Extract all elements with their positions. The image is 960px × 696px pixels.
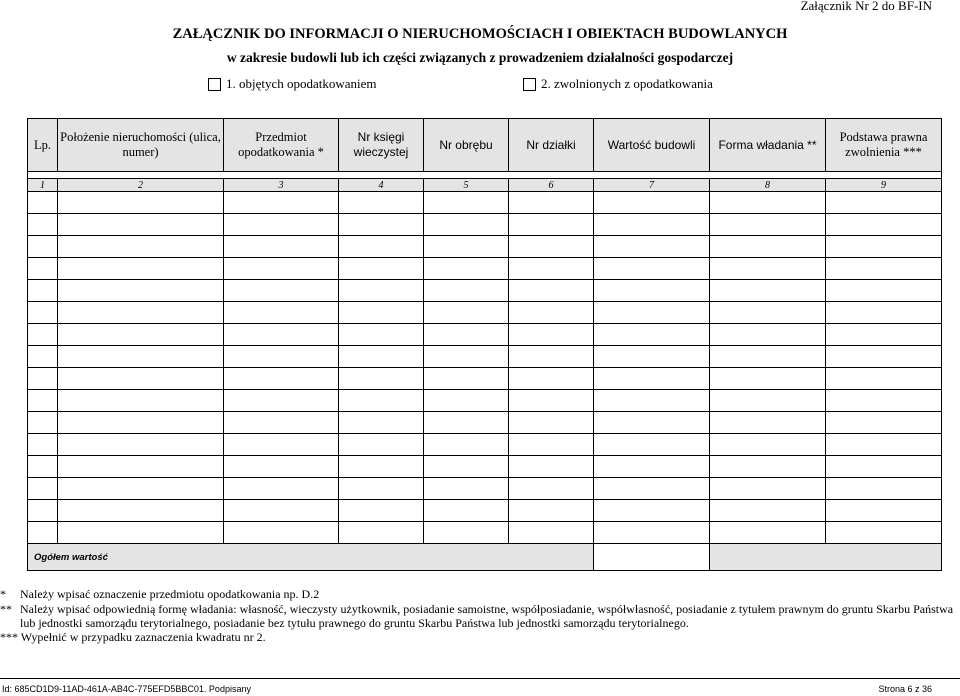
table-cell[interactable] <box>710 192 826 214</box>
table-cell[interactable] <box>28 280 58 302</box>
table-cell[interactable] <box>339 500 424 522</box>
table-cell[interactable] <box>826 478 942 500</box>
table-cell[interactable] <box>28 368 58 390</box>
footnote-1 <box>0 587 319 602</box>
page-number: Strona 6 z 36 <box>878 684 932 694</box>
table-cell[interactable] <box>509 346 594 368</box>
option-taxed[interactable] <box>208 76 377 92</box>
table-cell[interactable] <box>58 280 224 302</box>
table-row <box>28 280 942 302</box>
table-cell[interactable] <box>58 478 224 500</box>
table-cell[interactable] <box>509 192 594 214</box>
header-value: Wartość budowli <box>594 119 710 172</box>
table-cell[interactable] <box>224 412 339 434</box>
table-row <box>28 456 942 478</box>
total-row <box>28 544 942 571</box>
header-legal-basis: Podstawa prawna zwolnienia *** <box>826 119 942 172</box>
table-cell[interactable] <box>710 522 826 544</box>
table-cell[interactable] <box>224 434 339 456</box>
table-cell[interactable] <box>710 456 826 478</box>
table-cell[interactable] <box>339 302 424 324</box>
table-cell[interactable] <box>339 456 424 478</box>
table-cell[interactable] <box>58 236 224 258</box>
table-cell[interactable] <box>424 214 509 236</box>
table-cell[interactable] <box>28 434 58 456</box>
table-cell[interactable] <box>224 522 339 544</box>
table-cell[interactable] <box>224 500 339 522</box>
table-cell[interactable] <box>826 434 942 456</box>
table-cell[interactable] <box>509 236 594 258</box>
table-cell[interactable] <box>224 390 339 412</box>
table-cell[interactable] <box>424 500 509 522</box>
table-cell[interactable] <box>594 258 710 280</box>
table-cell[interactable] <box>424 280 509 302</box>
total-value-cell[interactable] <box>594 544 710 571</box>
table-cell[interactable] <box>594 500 710 522</box>
table-cell[interactable] <box>424 192 509 214</box>
table-cell[interactable] <box>339 478 424 500</box>
table-cell[interactable] <box>28 412 58 434</box>
table-cell[interactable] <box>826 258 942 280</box>
table-cell[interactable] <box>509 522 594 544</box>
table-cell[interactable] <box>826 302 942 324</box>
header-plot: Nr działki <box>509 119 594 172</box>
table-cell[interactable] <box>826 346 942 368</box>
table-cell[interactable] <box>58 434 224 456</box>
table-cell[interactable] <box>710 324 826 346</box>
table-cell[interactable] <box>58 522 224 544</box>
table-cell[interactable] <box>509 324 594 346</box>
column-number: 7 <box>594 179 710 192</box>
table-cell[interactable] <box>58 192 224 214</box>
total-label: Ogółem wartość <box>28 544 594 571</box>
header-ownership: Forma władania ** <box>710 119 826 172</box>
table-row <box>28 368 942 390</box>
table-cell[interactable] <box>424 368 509 390</box>
table-cell[interactable] <box>224 258 339 280</box>
table-cell[interactable] <box>509 214 594 236</box>
footnote-text: Należy wpisać oznaczenie przedmiotu opodatkowania np. D.2 <box>20 587 320 601</box>
table-cell[interactable] <box>224 192 339 214</box>
table-cell[interactable] <box>594 390 710 412</box>
table-cell[interactable] <box>28 456 58 478</box>
table-cell[interactable] <box>826 280 942 302</box>
footnote-text: Należy wpisać odpowiednią formę władania: własność, wieczysty użytkownik, posiadanie samoistne, współposiadanie, współwłasność, posiadanie z tytułem prawnym do gruntu Skarbu Państwa <box>20 602 954 616</box>
table-cell[interactable] <box>826 368 942 390</box>
table-row <box>28 258 942 280</box>
table-cell[interactable] <box>224 478 339 500</box>
table-cell[interactable] <box>339 522 424 544</box>
table-cell[interactable] <box>339 368 424 390</box>
table-cell[interactable] <box>710 214 826 236</box>
table-cell[interactable] <box>424 236 509 258</box>
table-cell[interactable] <box>424 522 509 544</box>
table-cell[interactable] <box>28 500 58 522</box>
table-cell[interactable] <box>509 434 594 456</box>
checkbox-exempt[interactable] <box>523 78 536 91</box>
table-cell[interactable] <box>710 302 826 324</box>
table-row <box>28 192 942 214</box>
column-number: 8 <box>710 179 826 192</box>
table-cell[interactable] <box>594 236 710 258</box>
table-cell[interactable] <box>339 390 424 412</box>
table-cell[interactable] <box>509 280 594 302</box>
table-cell[interactable] <box>594 368 710 390</box>
property-table <box>27 118 942 571</box>
table-row <box>28 522 942 544</box>
table-cell[interactable] <box>594 192 710 214</box>
table-cell[interactable] <box>594 412 710 434</box>
table-cell[interactable] <box>339 434 424 456</box>
table-cell[interactable] <box>58 500 224 522</box>
table-cell[interactable] <box>224 368 339 390</box>
footnote-text: Wypełnić w przypadku zaznaczenia kwadratu nr 2. <box>20 630 266 644</box>
table-cell[interactable] <box>594 346 710 368</box>
table-cell[interactable] <box>710 236 826 258</box>
table-row <box>28 324 942 346</box>
column-number: 4 <box>339 179 424 192</box>
option-exempt[interactable] <box>523 76 713 92</box>
column-number: 9 <box>826 179 942 192</box>
table-cell[interactable] <box>224 214 339 236</box>
table-cell[interactable] <box>28 192 58 214</box>
table-cell[interactable] <box>594 280 710 302</box>
table-cell[interactable] <box>224 324 339 346</box>
table-cell[interactable] <box>826 412 942 434</box>
table-cell[interactable] <box>594 522 710 544</box>
table-cell[interactable] <box>594 214 710 236</box>
table-cell[interactable] <box>424 390 509 412</box>
table-cell[interactable] <box>826 324 942 346</box>
table-row <box>28 390 942 412</box>
table-row <box>28 500 942 522</box>
footnote-mark: * <box>0 587 6 601</box>
table-cell[interactable] <box>424 324 509 346</box>
table-cell[interactable] <box>424 302 509 324</box>
table-cell[interactable] <box>594 478 710 500</box>
table-row <box>28 214 942 236</box>
table-cell[interactable] <box>28 478 58 500</box>
table-cell[interactable] <box>710 500 826 522</box>
table-cell[interactable] <box>424 412 509 434</box>
table-cell[interactable] <box>826 192 942 214</box>
table-cell[interactable] <box>509 368 594 390</box>
column-number: 3 <box>224 179 339 192</box>
footnote-2-continued <box>20 616 689 631</box>
table-cell[interactable] <box>710 390 826 412</box>
table-cell[interactable] <box>339 346 424 368</box>
table-cell[interactable] <box>710 434 826 456</box>
table-cell[interactable] <box>58 368 224 390</box>
table-cell[interactable] <box>826 456 942 478</box>
table-cell[interactable] <box>509 302 594 324</box>
table-cell[interactable] <box>58 302 224 324</box>
total-filler <box>710 544 942 571</box>
footnote-mark: *** <box>0 630 18 644</box>
table-row <box>28 236 942 258</box>
option-exempt-label: 2. zwolnionych z opodatkowania <box>541 76 713 91</box>
table-cell[interactable] <box>339 214 424 236</box>
table-cell[interactable] <box>826 214 942 236</box>
table-cell[interactable] <box>710 280 826 302</box>
table-cell[interactable] <box>224 302 339 324</box>
table-cell[interactable] <box>58 258 224 280</box>
table-cell[interactable] <box>710 412 826 434</box>
table-row <box>28 478 942 500</box>
table-cell[interactable] <box>339 412 424 434</box>
table-cell[interactable] <box>509 478 594 500</box>
table-cell[interactable] <box>424 456 509 478</box>
table-cell[interactable] <box>509 500 594 522</box>
table-cell[interactable] <box>826 522 942 544</box>
table-cell[interactable] <box>594 324 710 346</box>
header-location: Położenie nieruchomości (ulica, numer) <box>58 119 224 172</box>
table-cell[interactable] <box>28 346 58 368</box>
table-cell[interactable] <box>710 368 826 390</box>
header-subject: Przedmiot opodatkowania * <box>224 119 339 172</box>
table-cell[interactable] <box>28 214 58 236</box>
table-cell[interactable] <box>826 390 942 412</box>
table-cell[interactable] <box>58 214 224 236</box>
table-cell[interactable] <box>224 280 339 302</box>
table-cell[interactable] <box>594 456 710 478</box>
table-cell[interactable] <box>594 302 710 324</box>
table-cell[interactable] <box>28 390 58 412</box>
column-number: 2 <box>58 179 224 192</box>
table-cell[interactable] <box>28 236 58 258</box>
document-id: Id: 685CD1D9-11AD-461A-AB4C-775EFD5BBC01. Podpisany <box>2 684 251 694</box>
header-row <box>28 119 942 172</box>
table-cell[interactable] <box>28 522 58 544</box>
attachment-label: Załącznik Nr 2 do BF-IN <box>800 0 932 13</box>
table-cell[interactable] <box>509 258 594 280</box>
column-number: 6 <box>509 179 594 192</box>
table-row <box>28 434 942 456</box>
column-number: 1 <box>28 179 58 192</box>
table-cell[interactable] <box>710 346 826 368</box>
table-cell[interactable] <box>594 434 710 456</box>
table-cell[interactable] <box>424 258 509 280</box>
page-title: ZAŁĄCZNIK DO INFORMACJI O NIERUCHOMOŚCIACH I OBIEKTACH BUDOWLANYCH <box>172 26 788 42</box>
header-land-register: Nr księgi wieczystej <box>339 119 424 172</box>
table-cell[interactable] <box>424 434 509 456</box>
table-cell[interactable] <box>339 236 424 258</box>
column-number-row <box>28 179 942 192</box>
page-subtitle: w zakresie budowli lub ich części związanych z prowadzeniem działalności gospodarczej <box>226 50 734 65</box>
table-cell[interactable] <box>58 456 224 478</box>
table-row <box>28 302 942 324</box>
table-cell[interactable] <box>58 346 224 368</box>
table-cell[interactable] <box>224 236 339 258</box>
option-taxed-label: 1. objętych opodatkowaniem <box>226 76 377 91</box>
header-lp: Lp. <box>28 119 58 172</box>
footer-divider <box>0 678 960 679</box>
table-cell[interactable] <box>224 346 339 368</box>
table-cell[interactable] <box>28 302 58 324</box>
table-cell[interactable] <box>58 390 224 412</box>
table-cell[interactable] <box>58 324 224 346</box>
header-precinct: Nr obrębu <box>424 119 509 172</box>
table-cell[interactable] <box>339 280 424 302</box>
column-number: 5 <box>424 179 509 192</box>
table-cell[interactable] <box>339 324 424 346</box>
table-cell[interactable] <box>826 500 942 522</box>
table-cell[interactable] <box>424 346 509 368</box>
table-cell[interactable] <box>424 478 509 500</box>
table-cell[interactable] <box>224 456 339 478</box>
table-cell[interactable] <box>509 456 594 478</box>
footnote-mark: ** <box>0 602 12 616</box>
footnote-2 <box>0 602 953 617</box>
footnote-3 <box>0 630 266 645</box>
table-cell[interactable] <box>509 390 594 412</box>
table-cell[interactable] <box>28 324 58 346</box>
table-cell[interactable] <box>28 258 58 280</box>
table-cell[interactable] <box>339 258 424 280</box>
table-cell[interactable] <box>339 192 424 214</box>
table-cell[interactable] <box>710 258 826 280</box>
table-cell[interactable] <box>58 412 224 434</box>
table-row <box>28 412 942 434</box>
table-cell[interactable] <box>826 236 942 258</box>
table-cell[interactable] <box>509 412 594 434</box>
checkbox-taxed[interactable] <box>208 78 221 91</box>
footnote-text: lub jednostki samorządu terytorialnego, posiadanie bez tytułu prawnego do gruntu Skarbu Państwa lub jednostki samorządu terytorialnego. <box>20 616 689 630</box>
table-row <box>28 346 942 368</box>
table-cell[interactable] <box>710 478 826 500</box>
